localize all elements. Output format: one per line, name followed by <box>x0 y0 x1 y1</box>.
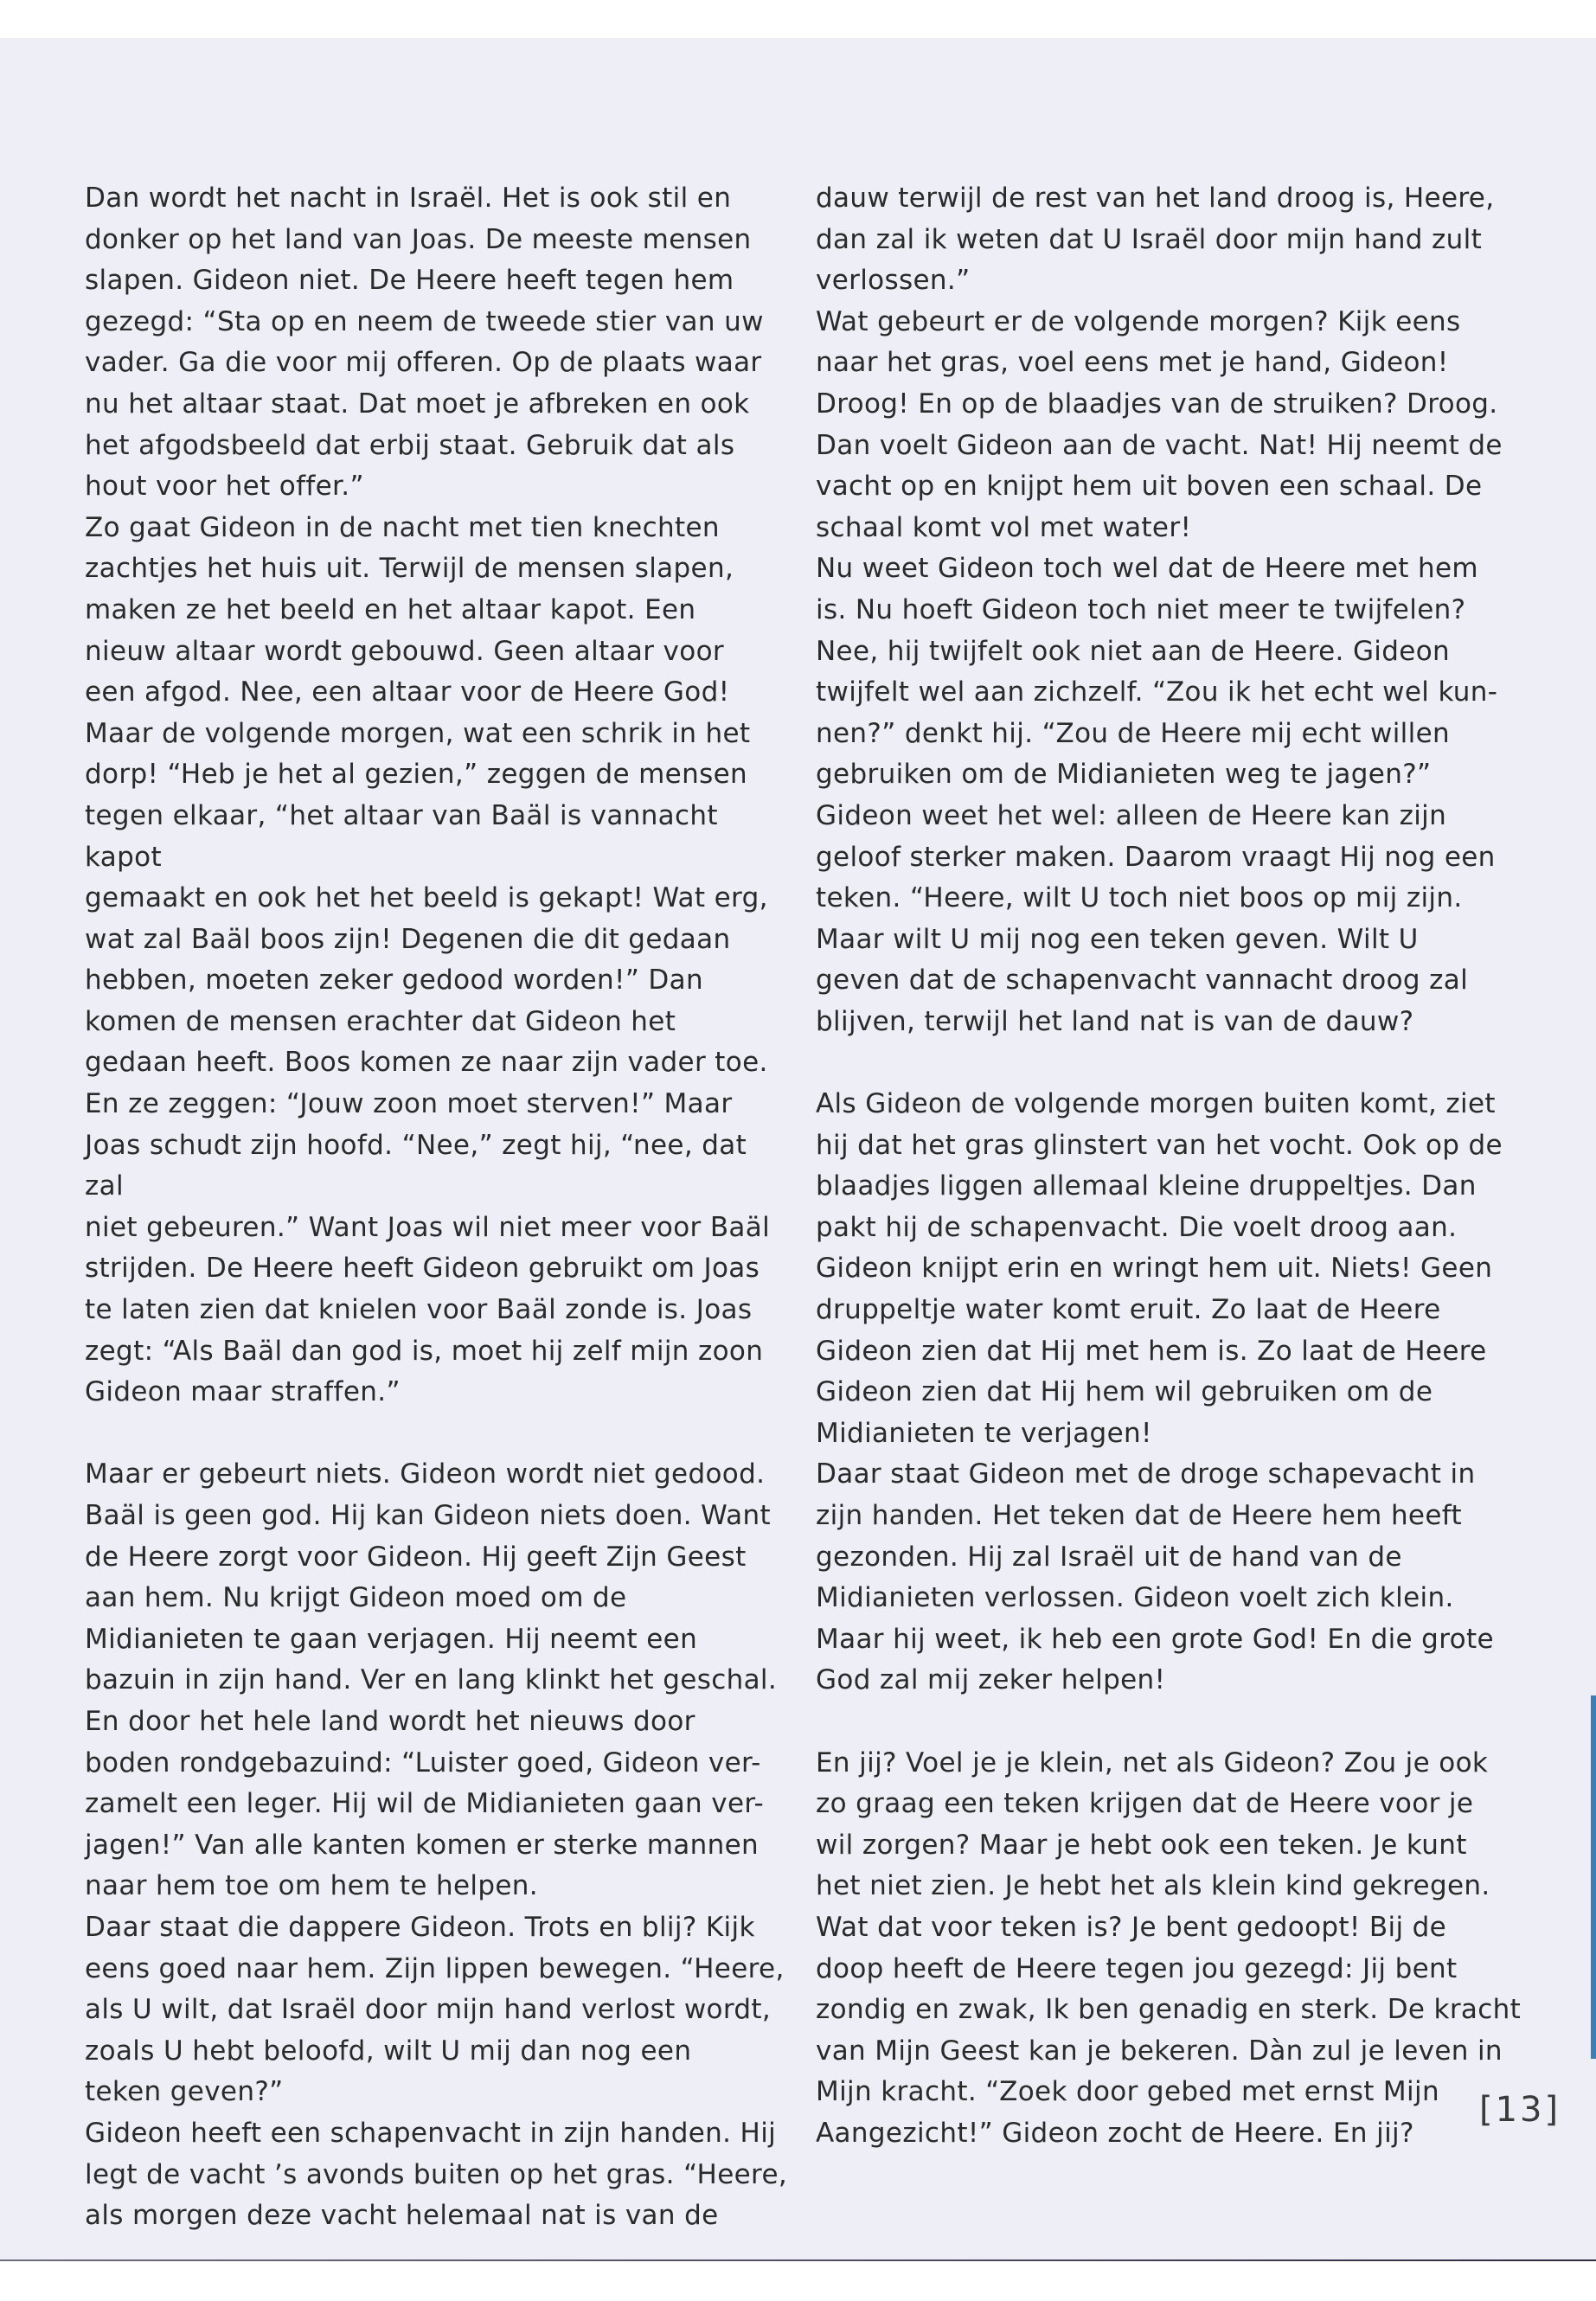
paragraph: Maar de volgende morgen, wat een schrik in het dorp! “Heb je het al gezien,” zeggen de mensen tegen elkaar, “het altaar van Baäl is vannacht kapot gemaakt en ook het het beeld is gekapt! Wat erg, wat zal Baäl boos zijn! Degenen die dit gedaan hebben, moeten zeker gedood worden!” Dan komen de mensen erachter dat Gideon het gedaan heeft. Boos komen ze naar zijn vader toe. En ze zeggen: “Jouw zoon moet sterven!” Maar Joas schudt zijn hoofd. “Nee,” zegt hij, “nee, dat zal niet gebeuren.” Want Joas wil niet meer voor Baäl strijden. De Heere heeft Gideon gebruikt om Joas te laten zien dat knielen voor Baäl zonde is. Joas zegt: “Als Baäl dan god is, moet hij zelf mijn zoon Gideon maar straffen.” <box>85 717 771 1408</box>
paragraph: Nu weet Gideon toch wel dat de Heere met hem is. Nu hoeft Gideon toch niet meer te twijfelen? Nee, hij twijfelt ook niet aan de Heere. Gideon twijfelt wel aan zichzelf. “Zou ik het echt wel kun- nen?” denkt hij. “Zou de Heere mij echt willen gebruiken om de Midianieten weg te jagen?” Gideon weet het wel: alleen de Heere kan zijn geloof sterker maken. Daarom vraagt Hij nog een teken. “Heere, wilt U toch niet boos op mij zijn. Maar wilt U mij nog een teken geven. Wilt U geven dat de schapenvacht vannacht droog zal blijven, terwijl het land nat is van de dauw? <box>816 553 1498 1037</box>
paragraph: Wat gebeurt er de volgende morgen? Kijk eens naar het gras, voel eens met je hand, Gideon! Droog! En op de blaadjes van de struiken? Droog. Dan voelt Gideon aan de vacht. Nat! Hij neemt de vacht op en knijpt hem uit boven een schaal. De schaal komt vol met water! <box>816 305 1503 543</box>
paragraph: Daar staat Gideon met de droge schapevacht in zijn handen. Het teken dat de Heere hem heeft gezonden. Hij zal Israël uit de hand van de Midianieten verlossen. Gideon voelt zich klein. Maar hij weet, ik heb een grote God! En die grote God zal mij zeker helpen! <box>816 1458 1494 1696</box>
paragraph-gap <box>816 1042 1525 1084</box>
paragraph: Gideon heeft een schapenvacht in zijn handen. Hij legt de vacht ’s avonds buiten op het gras. “Heere, als morgen deze vacht helemaal nat is van de <box>85 2117 788 2232</box>
left-text-column <box>85 178 794 2237</box>
page-number: [13] <box>1479 2090 1561 2130</box>
paragraph: dauw terwijl de rest van het land droog is, Heere, dan zal ik weten dat U Israël door mijn hand zult verlossen.” <box>816 183 1495 297</box>
scan-margin-top <box>0 0 1596 38</box>
paragraph-gap <box>816 1702 1525 1743</box>
right-text-column <box>816 178 1525 2155</box>
paragraph: Dan wordt het nacht in Israël. Het is ook stil en donker op het land van Joas. De meeste mensen slapen. Gideon niet. De Heere heeft tegen hem gezegd: “Sta op en neem de tweede stier van uw vader. Ga die voor mij offeren. Op de plaats waar nu het altaar staat. Dat moet je afbreken en ook het afgodsbeeld dat erbij staat. Gebruik dat als hout voor het offer.” <box>85 183 764 503</box>
page-edge-color-strip <box>1591 1695 1596 2059</box>
paragraph: Als Gideon de volgende morgen buiten komt, ziet hij dat het gras glinstert van het vocht. Ook op de blaadjes liggen allemaal kleine druppeltjes. Dan pakt hij de schapenvacht. Die voelt droog aan. Gideon knijpt erin en wringt hem uit. Niets! Geen druppeltje water komt eruit. Zo laat de Heere Gideon zien dat Hij met hem is. Zo laat de Heere Gideon zien dat Hij hem wil gebruiken om de Midianieten te verjagen! <box>816 1088 1503 1449</box>
paragraph-gap <box>85 1413 794 1455</box>
paragraph: En jij? Voel je je klein, net als Gideon? Zou je ook zo graag een teken krijgen dat de Heere voor je wil zorgen? Maar je hebt ook een teken. Je kunt het niet zien. Je hebt het als klein kind gekregen. Wat dat voor teken is? Je bent gedoopt! Bij de doop heeft de Heere tegen jou gezegd: Jij bent zondig en zwak, Ik ben genadig en sterk. De kracht van Mijn Geest kan je bekeren. Dàn zul je leven in Mijn kracht. “Zoek door gebed met ernst Mijn Aangezicht!” Gideon zocht de Heere. En jij? <box>816 1747 1522 2149</box>
paragraph: Zo gaat Gideon in de nacht met tien knechten zachtjes het huis uit. Terwijl de mensen slapen, maken ze het beeld en het altaar kapot. Een nieuw altaar wordt gebouwd. Geen altaar voor een afgod. Nee, een altaar voor de Heere God! <box>85 511 734 708</box>
scan-margin-bottom <box>0 2261 1596 2301</box>
paragraph: Maar er gebeurt niets. Gideon wordt niet gedood. Baäl is geen god. Hij kan Gideon niets doen. Want de Heere zorgt voor Gideon. Hij geeft Zijn Geest aan hem. Nu krijgt Gideon moed om de Midianieten te gaan verjagen. Hij neemt een bazuin in zijn hand. Ver en lang klinkt het geschal. En door het hele land wordt het nieuws door boden rondgebazuind: “Luister goed, Gideon ver- zamelt een leger. Hij wil de Midianieten gaan ver- jagen!” Van alle kanten komen er sterke mannen naar hem toe om hem te helpen. <box>85 1458 778 1902</box>
paragraph: Daar staat die dappere Gideon. Trots en blij? Kijk eens goed naar hem. Zijn lippen bewegen. “Heere, als U wilt, dat Israël door mijn hand verlost wordt, zoals U hebt beloofd, wilt U mij dan nog een teken geven?” <box>85 1911 785 2108</box>
